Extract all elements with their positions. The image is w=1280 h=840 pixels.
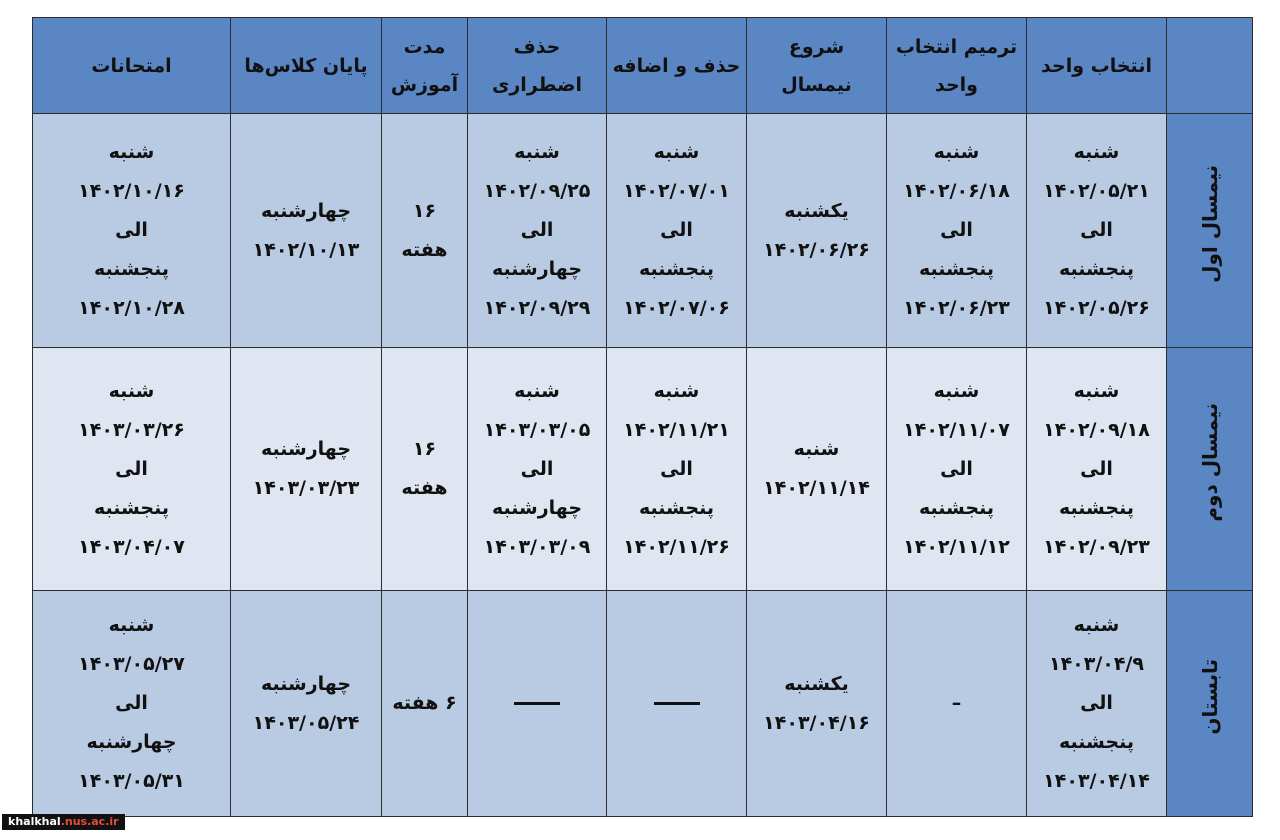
cell-line: شنبه [653, 379, 700, 402]
cell-exams [33, 114, 231, 348]
cell-line: چهارشنبه [260, 672, 352, 695]
cell-classes-end [231, 114, 382, 348]
cell-line: ۱۴۰۳/۰۴/۰۷ [78, 535, 185, 558]
cell-line: ۱۴۰۲/۱۰/۱۶ [78, 180, 185, 202]
cell-line: شنبه [108, 141, 155, 163]
cell-line: شنبه [793, 438, 840, 460]
row-label-cell [1167, 591, 1253, 817]
cell-line: شنبه [933, 379, 980, 402]
cell-exams [33, 591, 231, 817]
cell-line: ۱۴۰۲/۰۹/۲۵ [483, 180, 591, 202]
cell-add-drop [607, 591, 747, 817]
cell-semester-start [747, 348, 887, 591]
cell-line: الی [1080, 692, 1113, 714]
cell-line: ۱۴۰۲/۱۱/۲۶ [623, 535, 730, 558]
cell-line: الی [660, 219, 693, 241]
cell-line: ۱۴۰۲/۰۶/۲۶ [763, 238, 870, 261]
cell-line: مدت [403, 35, 446, 58]
cell-line: ۱۴۰۳/۰۴/۱۴ [1043, 770, 1150, 792]
corner-header-cell [1167, 18, 1253, 114]
cell-line: ۱۴۰۳/۰۳/۲۳ [252, 477, 360, 499]
cell-line: شنبه [1073, 379, 1120, 402]
cell-unit-adjustment [887, 114, 1027, 348]
row-label: نیمسال اول [1197, 164, 1222, 283]
table-row-second-semester [33, 348, 1253, 591]
cell-line: ۱۴۰۲/۰۹/۲۹ [483, 297, 591, 319]
cell-line: چهارشنبه [491, 496, 583, 519]
cell-line: پنجشنبه [94, 496, 169, 519]
cell-line: الی [520, 457, 554, 480]
cell-exams [33, 348, 231, 591]
watermark-accent: .nus.ac.ir [60, 815, 119, 828]
cell-line: ۱۶ [412, 199, 437, 222]
cell-line: پنجشنبه [639, 258, 714, 280]
cell-line: شنبه [108, 614, 155, 636]
cell-line: ۱۴۰۳/۰۴/۱۶ [763, 711, 870, 734]
cell-duration [382, 114, 468, 348]
header-add-drop [607, 18, 747, 114]
cell-line: الی [1080, 457, 1113, 480]
cell-line: شنبه [108, 379, 155, 402]
cell-line: چهارشنبه [86, 731, 177, 753]
cell-line: ۱۴۰۲/۰۵/۲۱ [1043, 180, 1150, 202]
academic-calendar-table [32, 17, 1253, 817]
site-watermark [2, 814, 125, 830]
cell-line: واحد [935, 73, 978, 96]
cell-line: پنجشنبه [1059, 496, 1134, 519]
cell-line: الی [115, 219, 148, 241]
row-label-cell [1167, 114, 1253, 348]
cell-line: ۱۴۰۳/۰۳/۲۶ [78, 418, 185, 441]
cell-line: ۱۴۰۳/۰۵/۳۱ [78, 770, 185, 792]
cell-line: ۱۴۰۲/۰۹/۲۳ [1043, 535, 1150, 558]
cell-semester-start [747, 591, 887, 817]
cell-line: ۱۴۰۲/۱۱/۱۲ [903, 535, 1010, 558]
cell-line: آموزش [390, 73, 459, 96]
cell-line: ۱۴۰۲/۰۷/۰۱ [623, 180, 730, 202]
cell-line: حذف [513, 35, 561, 58]
cell-classes-end [231, 591, 382, 817]
cell-line: ۱۴۰۲/۱۱/۰۷ [903, 418, 1010, 441]
row-label: نیمسال دوم [1197, 402, 1222, 522]
cell-line: ۱۴۰۲/۱۰/۲۸ [78, 297, 185, 319]
cell-unit-adjustment [887, 591, 1027, 817]
cell-duration [382, 348, 468, 591]
cell-line: الی [1080, 219, 1113, 241]
cell-line: هفته [401, 238, 448, 261]
cell-line: چهارشنبه [491, 258, 583, 280]
cell-line: ۱۴۰۳/۰۳/۰۵ [483, 418, 591, 441]
cell-semester-start [747, 114, 887, 348]
cell-line: شنبه [653, 141, 700, 163]
cell-line: الی [940, 457, 973, 480]
cell-duration [382, 591, 468, 817]
cell-line: شنبه [1073, 141, 1120, 163]
cell-line: حذف و اضافه [612, 54, 741, 77]
cell-line: ۱۴۰۲/۰۶/۱۸ [903, 180, 1010, 202]
dash-placeholder [514, 702, 560, 705]
cell-line: اضطراری [491, 73, 583, 96]
row-label-cell [1167, 348, 1253, 591]
cell-line: امتحانات [91, 54, 172, 77]
cell-line: ۱۴۰۲/۰۹/۱۸ [1043, 418, 1150, 441]
row-label: تابستان [1197, 658, 1222, 735]
cell-line: هفته [401, 477, 448, 499]
cell-line: نیمسال [781, 73, 852, 96]
cell-line: انتخاب واحد [1041, 54, 1152, 77]
header-duration [382, 18, 468, 114]
watermark-main: khalkhal [8, 815, 61, 828]
cell-line: پایان کلاس‌ها [244, 54, 368, 77]
cell-line: الی [940, 219, 973, 241]
cell-unit-selection [1027, 591, 1167, 817]
cell-line: ۱۴۰۲/۱۱/۱۴ [763, 477, 870, 499]
cell-add-drop [607, 348, 747, 591]
table-row-first-semester [33, 114, 1253, 348]
cell-line: الی [520, 219, 554, 241]
cell-line: ۱۴۰۳/۰۵/۲۷ [78, 653, 185, 675]
cell-line: شنبه [514, 379, 560, 402]
cell-unit-selection [1027, 114, 1167, 348]
header-unit-adjustment [887, 18, 1027, 114]
cell-line: چهارشنبه [260, 199, 352, 222]
cell-add-drop [607, 114, 747, 348]
cell-line: ۱۴۰۳/۰۳/۰۹ [483, 535, 591, 558]
cell-line: ۶ هفته [392, 692, 457, 714]
cell-line: یکشنبه [784, 672, 849, 695]
cell-line: ۱۴۰۲/۰۵/۲۶ [1043, 297, 1150, 319]
cell-line: ۱۴۰۲/۱۱/۲۱ [623, 418, 730, 441]
cell-line: الی [115, 692, 148, 714]
cell-emergency-drop [468, 348, 607, 591]
cell-line: الی [115, 457, 148, 480]
cell-classes-end [231, 348, 382, 591]
cell-line: ۱۴۰۳/۰۴/۹ [1048, 653, 1145, 675]
dash-placeholder [654, 702, 700, 705]
cell-line: پنجشنبه [919, 496, 994, 519]
cell-line: ۱۴۰۲/۰۶/۲۳ [903, 297, 1010, 319]
header-unit-selection [1027, 18, 1167, 114]
cell-line: چهارشنبه [260, 438, 352, 460]
cell-line: ۱۴۰۲/۰۷/۰۶ [623, 297, 730, 319]
cell-line: الی [660, 457, 693, 480]
cell-line: ۱۴۰۳/۰۵/۲۴ [252, 711, 360, 734]
cell-line: شنبه [933, 141, 980, 163]
cell-line: یکشنبه [784, 199, 849, 222]
cell-line: ۱۴۰۲/۱۰/۱۳ [252, 238, 360, 261]
cell-line: پنجشنبه [639, 496, 714, 519]
header-row [33, 18, 1253, 114]
cell-line: ترمیم انتخاب [895, 35, 1018, 58]
cell-line: شروع [788, 35, 845, 58]
cell-line: پنجشنبه [919, 258, 994, 280]
cell-unit-adjustment [887, 348, 1027, 591]
header-semester-start [747, 18, 887, 114]
cell-line: شنبه [514, 141, 560, 163]
cell-unit-selection [1027, 348, 1167, 591]
header-emergency-drop [468, 18, 607, 114]
cell-line: شنبه [1073, 614, 1120, 636]
header-exams [33, 18, 231, 114]
cell-line: پنجشنبه [1059, 731, 1134, 753]
cell-line: – [951, 692, 962, 714]
table-row-summer [33, 591, 1253, 817]
cell-line: ۱۶ [412, 438, 437, 460]
cell-emergency-drop [468, 114, 607, 348]
header-classes-end [231, 18, 382, 114]
cell-line: پنجشنبه [1059, 258, 1134, 280]
cell-emergency-drop [468, 591, 607, 817]
cell-line: پنجشنبه [94, 258, 169, 280]
